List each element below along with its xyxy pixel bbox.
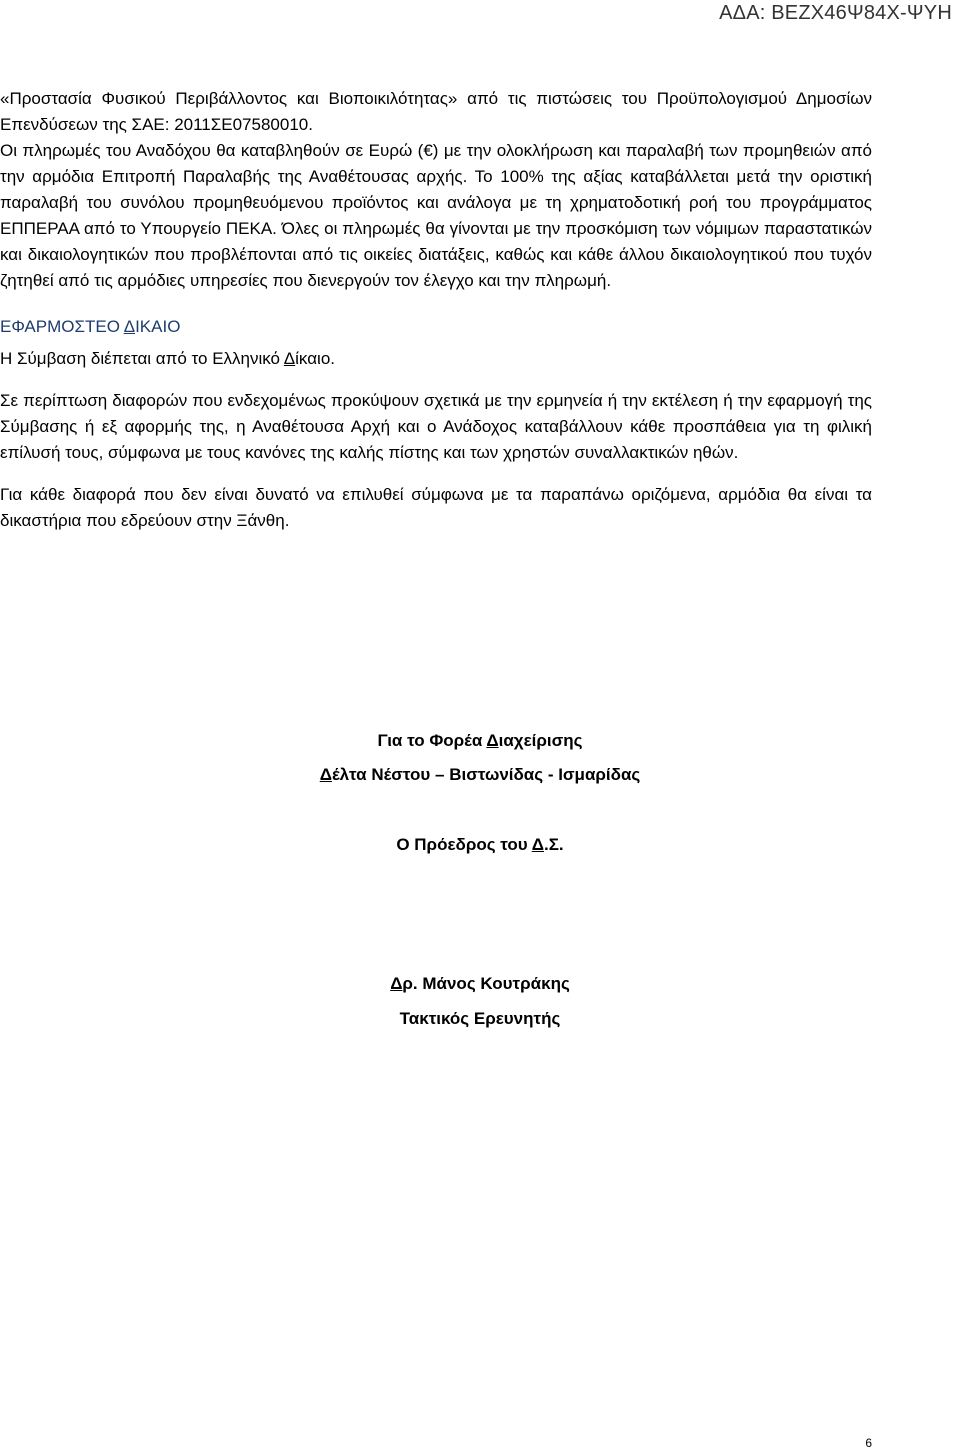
signature-line-title: Ο Πρόεδρος του Δ.Σ. bbox=[396, 835, 564, 854]
signature-line-authority: Για το Φορέα Διαχείρισης bbox=[377, 731, 583, 750]
jurisdiction-paragraph: Για κάθε διαφορά που δεν είναι δυνατό να επιλυθεί σύμφωνα με τα παραπάνω οριζόμενα, αρμόδια θα είναι τα δικαστήρια που εδρεύουν στην Ξάνθη. bbox=[0, 485, 872, 530]
funding-paragraph: «Προστασία Φυσικού Περιβάλλοντος και Βιοποικιλότητας» από τις πιστώσεις του Προϋπολογισμού Δημοσίων Επενδύσεων της ΣΑΕ: 2011ΣΕ07580010. bbox=[0, 89, 872, 134]
ada-code: ΑΔΑ: ΒΕΖΧ46Ψ84Χ-ΨΥΗ bbox=[719, 2, 952, 24]
signature-line-name: Δρ. Μάνος Κουτράκης bbox=[390, 974, 570, 993]
signature-line-authority-name: Δέλτα Νέστου – Βιστωνίδας - Ισμαρίδας bbox=[319, 765, 641, 784]
applicable-law-text: Η Σύμβαση διέπεται από το Ελληνικό Δίκαιο. bbox=[0, 349, 336, 368]
applicable-law-heading: ΕΦΑΡΜΟΣΤΕΟ ΔΙΚΑΙΟ bbox=[0, 317, 181, 336]
payments-paragraph: Οι πληρωμές του Αναδόχου θα καταβληθούν σε Ευρώ (€) με την ολοκλήρωση και παραλαβή των προμηθειών από την αρμόδια Επιτροπή Παραλαβής της Αναθέτουσας αρχής. Το 100% της αξίας καταβάλλεται μετά την οριστική παραλαβή του συνόλου προμηθευόμενου προϊόντος και ανάλογα με τη χρηματοδοτική ροή του προγράμματος ΕΠΠΕΡΑΑ από το Υπουργείο ΠΕΚΑ. Όλες οι πληρωμές θα γίνονται με την προσκόμιση των νόμιμων παραστατικών και δικαιολογητικών που προβλέπονται από τις οικείες διατάξεις, καθώς και κάθε άλλου δικαιολογητικού που τυχόν ζητηθεί από τις αρμόδιες υπηρεσίες που διενεργούν τον έλεγχο και την πληρωμή. bbox=[0, 141, 872, 290]
disputes-paragraph: Σε περίπτωση διαφορών που ενδεχομένως προκύψουν σχετικά με την ερμηνεία ή την εκτέλεση ή την εφαρμογή της Σύμβασης ή εξ αφορμής της, η Αναθέτουσα Αρχή και ο Ανάδοχος καταβάλλουν κάθε προσπάθεια για τη φιλική επίλυσή τους, σύμφωνα με τους κανόνες της καλής πίστης και των χρηστών συναλλακτικών ηθών. bbox=[0, 391, 872, 462]
signature-line-position: Τακτικός Ερευνητής bbox=[399, 1009, 561, 1028]
document-body bbox=[0, 86, 872, 534]
page-number: 6 bbox=[865, 1436, 872, 1450]
